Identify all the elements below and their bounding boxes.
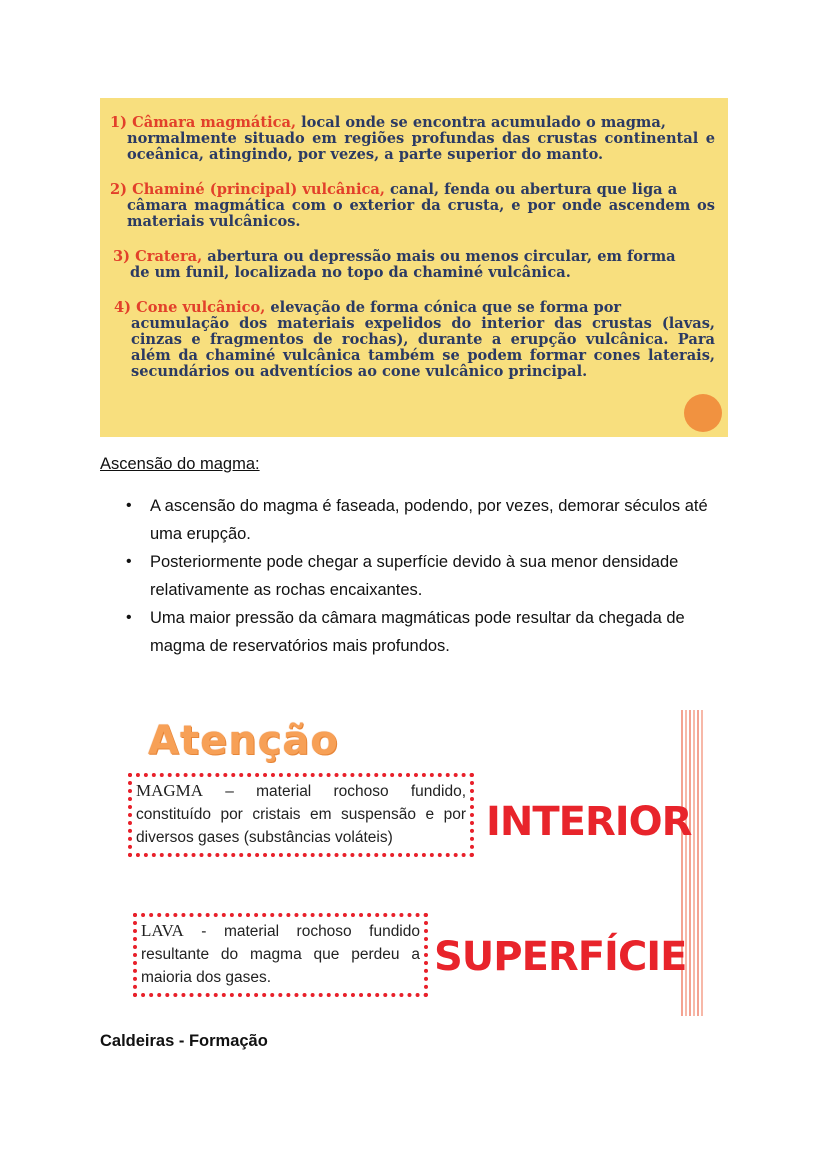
lava-term: LAVA (141, 921, 184, 940)
definition-number: 2) (110, 181, 128, 198)
section-heading-caldeiras: Caldeiras - Formação (100, 1032, 268, 1050)
definition-term: Cone vulcânico, (136, 299, 266, 316)
definition-term: Câmara magmática, (132, 114, 297, 131)
lava-definition-text: - material rochoso fundido resultante do magma que perdeu a maioria dos gases. (141, 923, 420, 986)
definition-text: acumulação dos materiais expelidos do interior das crustas (lavas, cinzas e fragmentos de rochas), durante a erupção vulcânica. Para além da chaminé vulcânica também se podem formar cones laterais, secundários ou adventícios ao cone vulcânico principal. (131, 315, 715, 380)
definitions-box (100, 98, 728, 437)
definition-head (113, 249, 715, 265)
list-item-text: A ascensão do magma é faseada, podendo, por vezes, demorar séculos até uma erupção. (150, 497, 708, 543)
interior-label: INTERIOR (486, 799, 692, 845)
definition-head (114, 300, 715, 316)
magma-definition-text: – material rochoso fundido, constituído por cristais em suspensão e por diversos gases (substâncias voláteis) (136, 783, 466, 846)
list-item (122, 604, 722, 660)
list-item-text: Uma maior pressão da câmara magmáticas pode resultar da chegada de magma de reservatórios mais profundos. (150, 609, 685, 655)
definition-head (110, 182, 715, 198)
superficie-label: SUPERFÍCIE (434, 934, 687, 980)
definition-number: 4) (114, 299, 132, 316)
magma-term: MAGMA (136, 781, 204, 800)
definition-text: de um funil, localizada no topo da chaminé vulcânica. (130, 264, 571, 281)
definition-term: Cratera, (135, 248, 203, 265)
attention-panel (128, 708, 708, 1018)
definition-text: câmara magmática com o exterior da crusta, e por onde ascendem os materiais vulcânicos. (127, 197, 715, 230)
list-item (122, 492, 722, 548)
bullet-icon: • (126, 553, 132, 570)
definition-head (110, 115, 715, 131)
definition-number: 3) (113, 248, 131, 265)
list-item-text: Posteriormente pode chegar a superfície devido à sua menor densidade relativamente as rochas encaixantes. (150, 553, 679, 599)
lava-definition-box (133, 913, 428, 997)
definition-head-text: abertura ou depressão mais ou menos circular, em forma (202, 248, 676, 265)
definition-number: 1) (110, 114, 128, 131)
definition-item-cratera (113, 249, 715, 281)
list-item (122, 548, 722, 604)
definition-item-camara (110, 115, 715, 163)
definition-text: normalmente situado em regiões profundas das crustas continental e oceânica, atingindo, por vezes, a parte superior do manto. (127, 130, 715, 163)
bullet-icon: • (126, 609, 132, 626)
definition-term: Chaminé (principal) vulcânica, (132, 181, 385, 198)
ascensao-bullet-list (122, 492, 722, 660)
definition-head-text: elevação de forma cónica que se forma por (265, 299, 622, 316)
bullet-icon: • (126, 497, 132, 514)
attention-title: Atenção (148, 718, 339, 764)
orange-dot-marker (684, 394, 722, 432)
definition-head-text: local onde se encontra acumulado o magma, (296, 114, 666, 131)
magma-definition-box (128, 773, 474, 857)
definition-item-chamine (110, 182, 715, 230)
definition-head-text: canal, fenda ou abertura que liga a (384, 181, 678, 198)
section-heading-ascensao: Ascensão do magma: (100, 455, 260, 473)
definition-item-cone (114, 300, 715, 380)
